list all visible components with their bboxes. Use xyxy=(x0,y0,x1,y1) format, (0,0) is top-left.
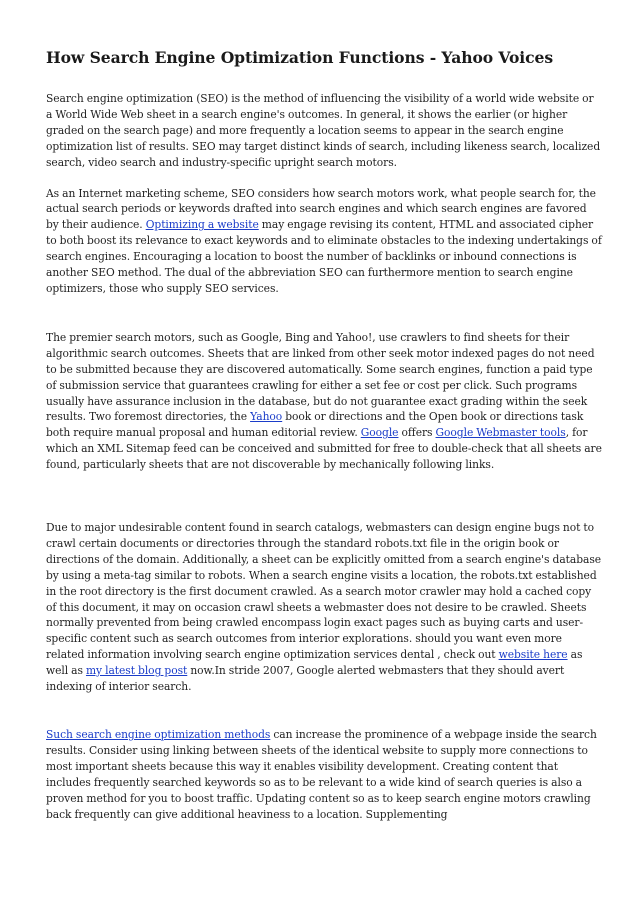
paragraph-text: Due to major undesirable content found in search catalogs, webmasters can design engine bugs not to crawl certain documents or directories through the standard robots.txt file in the origin book or directions of the domain. Additionally, a sheet can be explicitly omitted from a search engine's database by using a meta-tag similar to robots. When a search engine visits a location, the robots.txt established in the root directory is the first document crawled. As a search motor crawler may hold a cached copy of this document, it may on occasion crawl sheets a webmaster does not desire to be crawled. Sheets normally prevented from being crawled encompass login exact pages such as buying carts and user-specific content such as search outcomes from interior explorations. should you want even more related information involving search engine optimization services dental , check out xyxy=(46,521,602,662)
paragraph-methods xyxy=(46,727,602,822)
paragraph-search-motors xyxy=(46,330,602,473)
document-page xyxy=(46,48,602,822)
paragraph-text: offers xyxy=(398,426,436,440)
paragraph-text: can increase the prominence of a webpage inside the search results. Consider using linking between sheets of the identical website to supply more connections to most important sheets because this way it enables visibility development. Creating content that includes frequently searched keywords so as to be relevant to a wide kind of search queries is also a proven method for you to boost traffic. Updating content so as to keep search engine motors crawling back frequently can give additional heaviness to a location. Supplementing xyxy=(46,728,597,821)
google-webmaster-tools-link[interactable]: Google Webmaster tools xyxy=(435,426,566,440)
paragraph-text: Search engine optimization (SEO) is the method of influencing the visibility of a world wide website or a World Wide Web sheet in a search engine's outcomes. In general, it shows the earlier (or higher graded on the search page) and more frequently a location seems to appear in the search engine optimization list of results. SEO may target distinct kinds of search, including likeness search, localized search, video search and industry-specific upright search motors. xyxy=(46,92,601,169)
paragraph-text: may engage revising its content, HTML and associated cipher to both boost its relevance to exact keywords and to eliminate obstacles to the indexing undertakings of search engines. Encouraging a location to boost the number of backlinks or inbound connections is another SEO method. The dual of the abbreviation SEO can furthermore mention to search engine optimizers, those who supply SEO services. xyxy=(46,218,602,295)
paragraph-robots xyxy=(46,520,602,695)
yahoo-link[interactable]: Yahoo xyxy=(250,410,283,424)
paragraph-text: As an Internet marketing scheme, SEO considers how search motors work, what people search for, the actual search periods or keywords drafted into search engines and which search engines are favored by their audience. xyxy=(46,186,596,232)
google-link[interactable]: Google xyxy=(360,426,399,440)
paragraph-text: , for which an XML Sitemap feed can be conceived and submitted for free to double-check that all sheets are found, particularly sheets that are not discoverable by mechanically following links. xyxy=(46,426,602,472)
website-here-link[interactable]: website here xyxy=(498,648,568,662)
latest-blog-post-link[interactable]: my latest blog post xyxy=(85,664,188,678)
page-title: How Search Engine Optimization Functions - Yahoo Voices xyxy=(46,48,553,67)
paragraph-text: The premier search motors, such as Google, Bing and Yahoo!, use crawlers to find sheets for their algorithmic search outcomes. Sheets that are linked from other seek motor indexed pages do not need to be submitted because they are discovered automatically. Some search engines, function a paid type of submission service that guarantees crawling for either a set fee or cost per click. Such programs usually have assurance inclusion in the database, but do not guarantee exact grading within the seek results. Two foremost directories, the xyxy=(46,330,595,424)
paragraph-intro xyxy=(46,91,602,171)
paragraph-text: now.In stride 2007, Google alerted webmasters that they should avert indexing of interior search. xyxy=(46,664,565,694)
seo-methods-link[interactable]: Such search engine optimization methods xyxy=(46,728,271,741)
paragraph-text: book or directions and the Open book or directions task both require manual proposal and human editorial review. xyxy=(46,410,584,440)
paragraph-text: as well as xyxy=(46,648,583,678)
paragraph-marketing xyxy=(46,186,602,297)
optimizing-website-link[interactable]: Optimizing a website xyxy=(145,218,259,232)
